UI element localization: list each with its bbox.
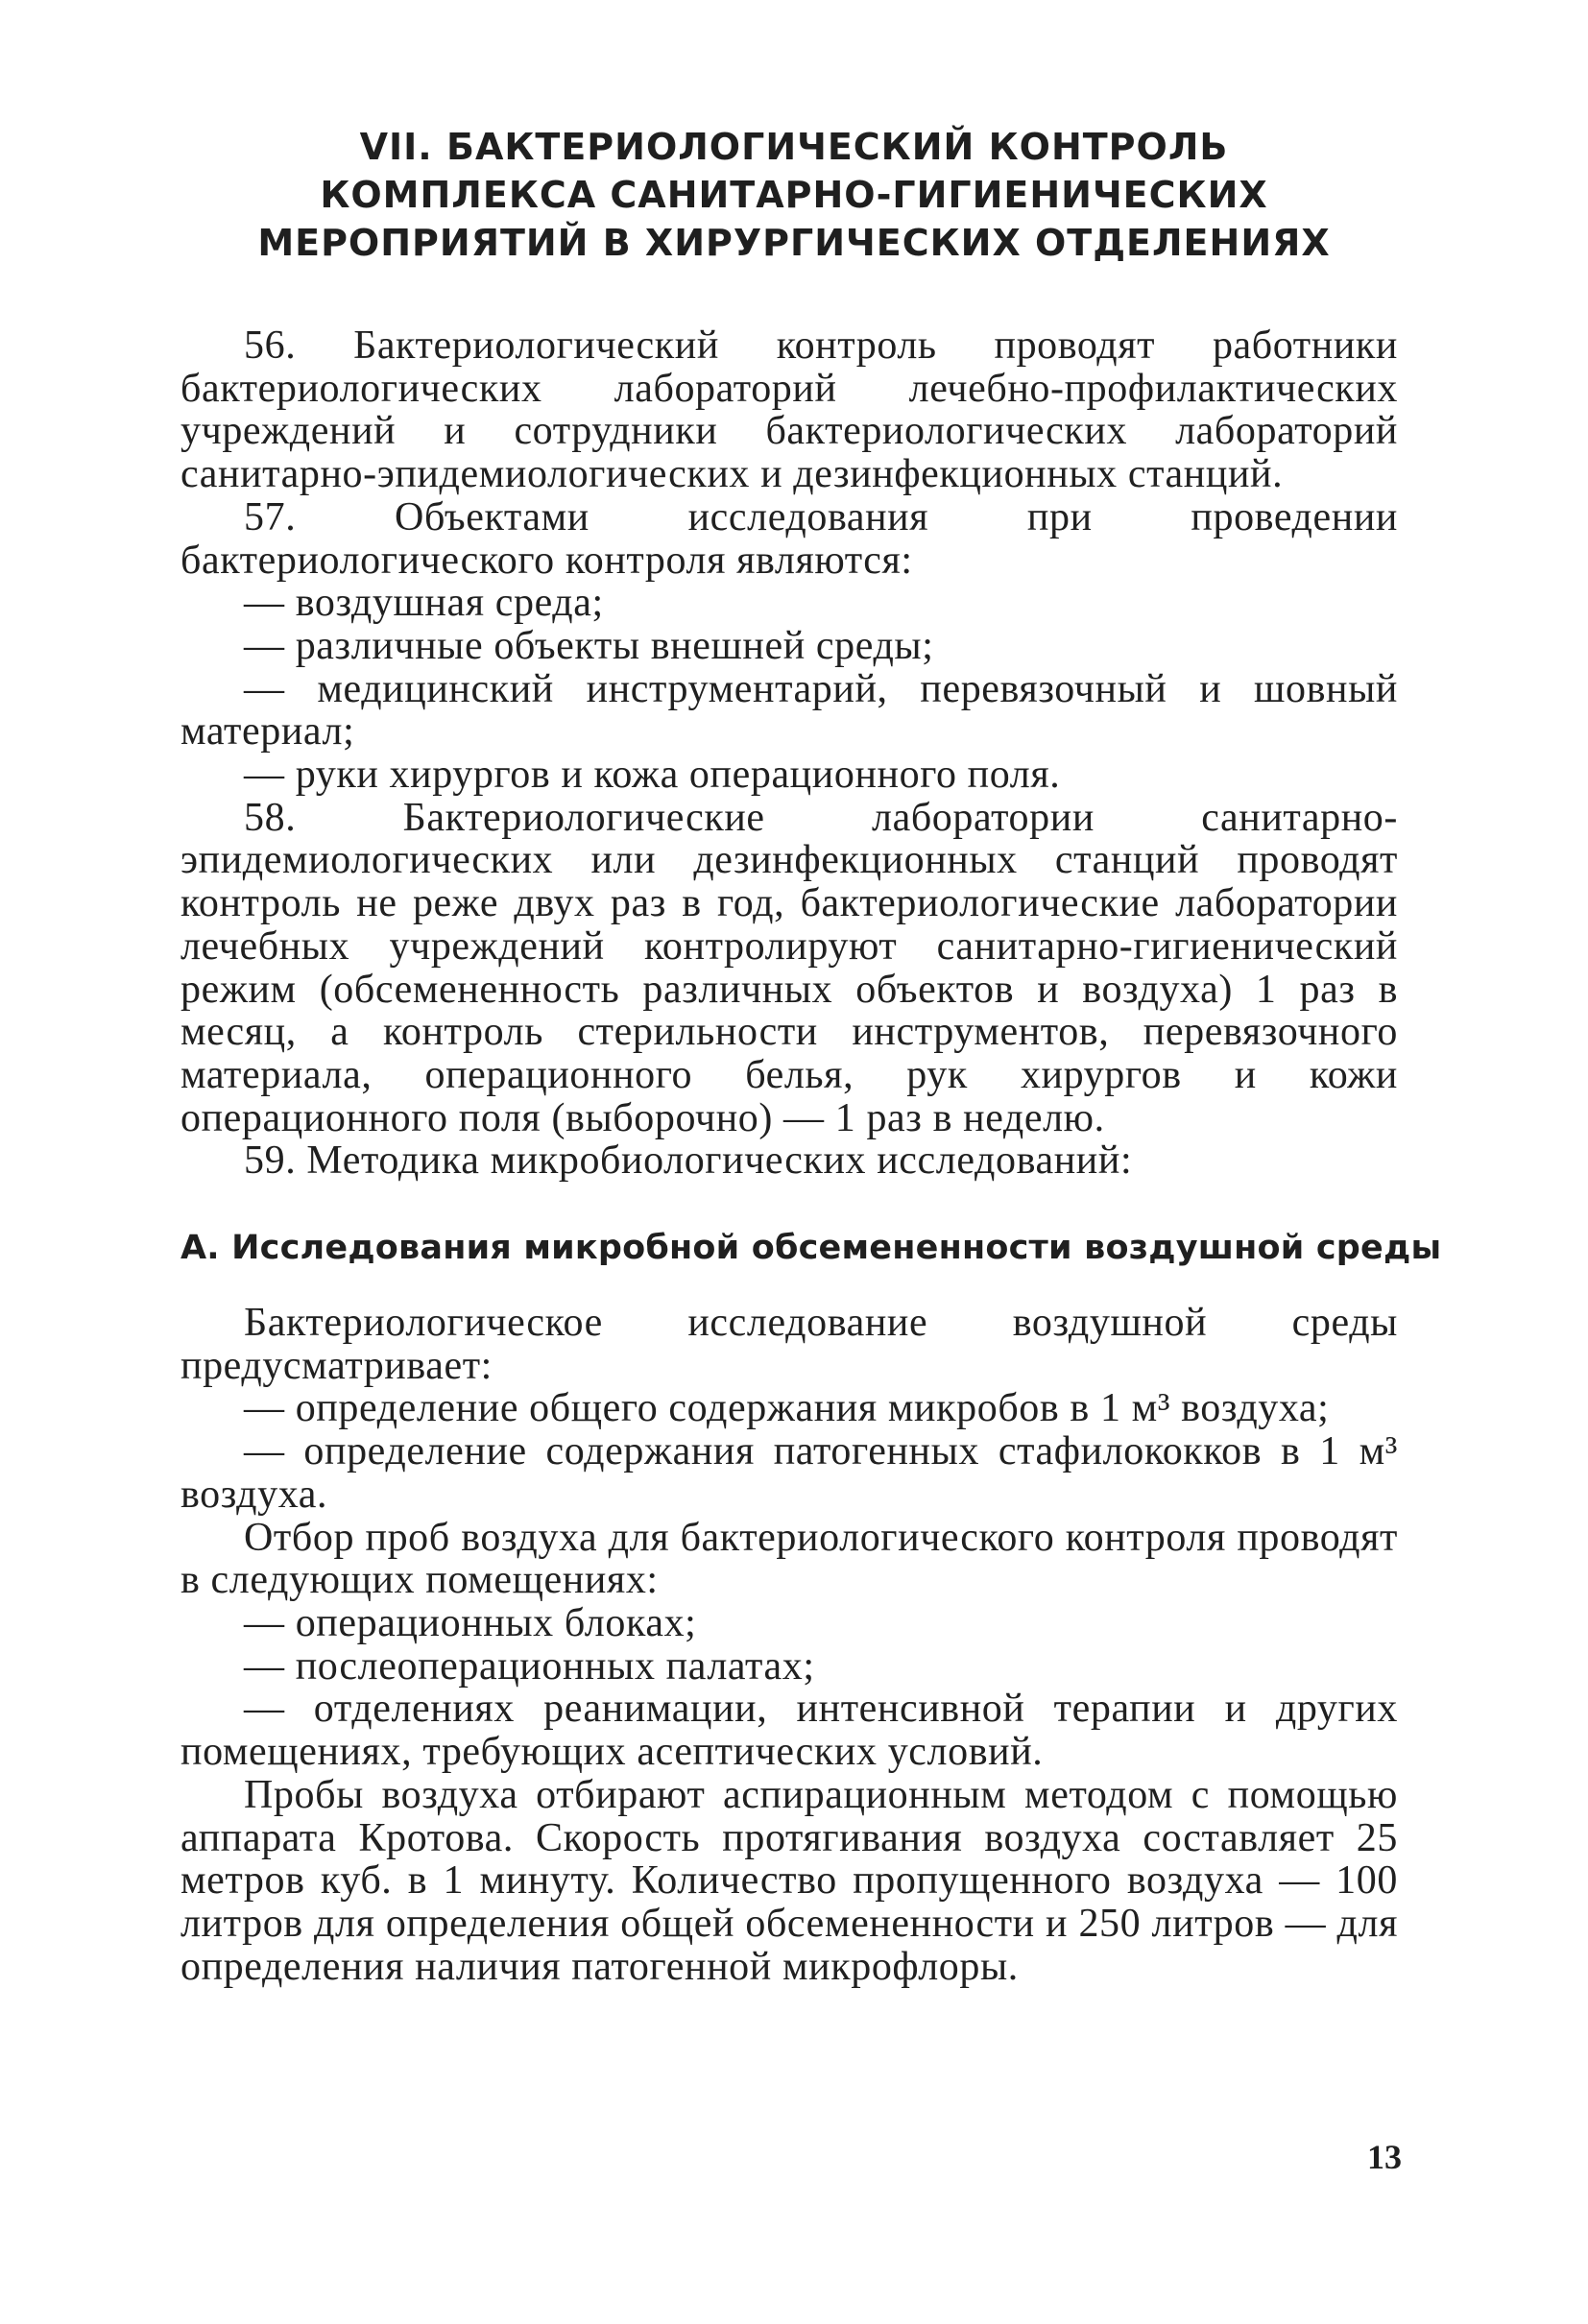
page-number: 13 bbox=[1367, 2138, 1402, 2176]
list-item: — послеоперационных палатах; bbox=[244, 1643, 815, 1689]
sampling-paragraph: Отбор проб воздуха для бактериологического контроля проводят в следующих помещениях: bbox=[180, 1515, 1398, 1603]
section-a-intro: Бактериологическое исследование воздушной среды предусматривает: bbox=[180, 1301, 1398, 1388]
list-item: — руки хирургов и кожа операционного поля. bbox=[244, 753, 1061, 798]
list-item: — операционных блоках; bbox=[244, 1600, 697, 1645]
paragraph-56: 56. Бактериологический контроль проводят работники бактериологических лабораторий лечебно-профилактических учреждений и сотрудники бактериологических лабораторий санитарно-эпидемиологических и дезинфекционных станций. bbox=[180, 323, 1398, 497]
heading-line-2: КОМПЛЕКСА САНИТАРНО-ГИГИЕНИЧЕСКИХ bbox=[320, 174, 1268, 216]
list-item: — воздушная среда; bbox=[244, 581, 604, 626]
document-body bbox=[180, 323, 1442, 1989]
section-a-heading: А. Исследования микробной обсемененности воздушной среды bbox=[180, 1229, 1442, 1268]
list-item: — различные объекты внешней среды; bbox=[244, 623, 934, 668]
list-item: — медицинский инструментарий, перевязочный и шовный материал; bbox=[180, 666, 1398, 755]
heading-line-3: МЕРОПРИЯТИЙ В ХИРУРГИЧЕСКИХ ОТДЕЛЕНИЯХ bbox=[257, 222, 1331, 264]
list-item: — отделениях реанимации, интенсивной терапии и других помещениях, требующих асептических условий. bbox=[180, 1687, 1398, 1775]
list-item: — определение содержания патогенных стафилококков в 1 м³ воздуха. bbox=[180, 1429, 1398, 1517]
paragraph-57: 57. Объектами исследования при проведении бактериологического контроля являются: bbox=[180, 494, 1398, 583]
method-paragraph: Пробы воздуха отбирают аспирационным методом с помощью аппарата Кротова. Скорость протягивания воздуха составляет 25 метров куб. в 1 минуту. Количество пропущенного воздуха — 100 литров для определения общей обсемененности и 250 литров — для определения наличия патогенной микрофлоры. bbox=[180, 1772, 1398, 1989]
list-item: — определение общего содержания микробов в 1 м³ воздуха; bbox=[244, 1386, 1330, 1431]
paragraph-59: 59. Методика микробиологических исследований: bbox=[244, 1138, 1133, 1184]
chapter-heading bbox=[192, 123, 1396, 267]
paragraph-58: 58. Бактериологические лаборатории санитарно-эпидемиологических или дезинфекционных станций проводят контроль не реже двух раз в год, бактериологические лаборатории лечебных учреждений контролируют санитарно-гигиенический режим (обсемененность различных объектов и воздуха) 1 раз в месяц, а контроль стерильности инструментов, перевязочного материала, операционного белья, рук хирургов и кожи операционного поля (выборочно) — 1 раз в неделю. bbox=[180, 795, 1398, 1140]
heading-line-1: VII. БАКТЕРИОЛОГИЧЕСКИЙ КОНТРОЛЬ bbox=[359, 126, 1229, 168]
